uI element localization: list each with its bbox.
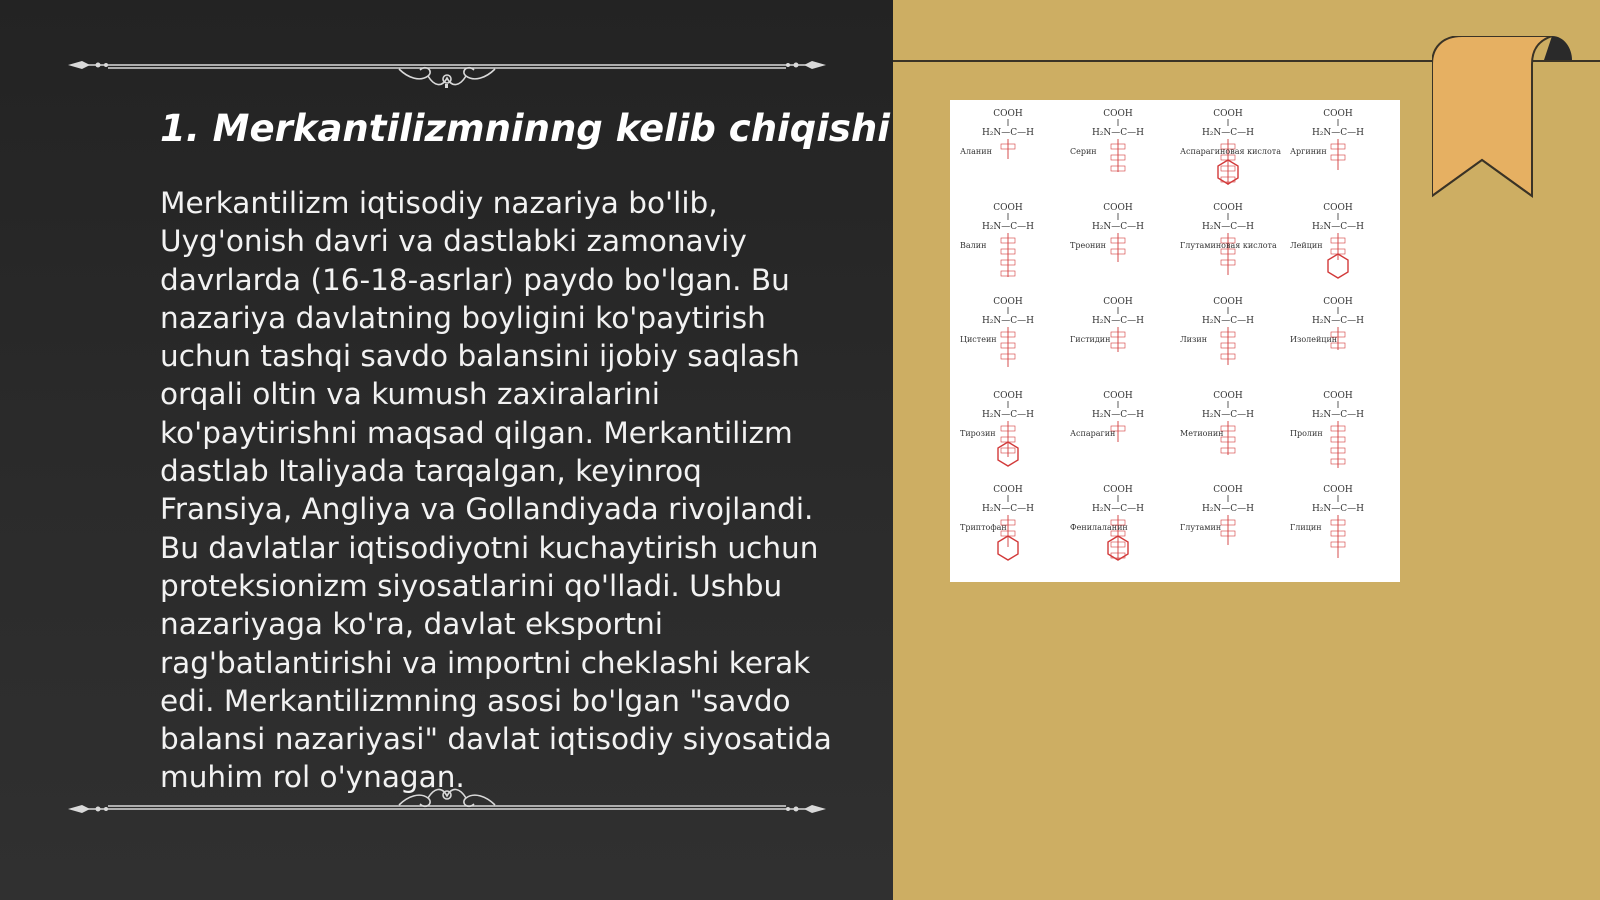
amino-acid-structure <box>1180 391 1254 455</box>
amino-acid-structure <box>1180 485 1254 545</box>
amino-acid-structure <box>1070 391 1144 442</box>
ornament-divider-bottom <box>68 786 826 826</box>
amine-group-label: H₂N—C—H <box>1311 222 1365 232</box>
amino-acid-name: Глутаминовая кислота <box>1180 241 1277 250</box>
amino-acid-name: Гистидин <box>1070 335 1111 344</box>
carboxyl-group-label: COOH <box>1103 485 1133 495</box>
amino-acid-name: Аспарагин <box>1070 429 1116 438</box>
carboxyl-group-label: COOH <box>1213 297 1243 307</box>
carboxyl-group-label: COOH <box>1213 203 1243 213</box>
carboxyl-group-label: COOH <box>1323 391 1353 401</box>
carboxyl-group-label: COOH <box>993 203 1023 213</box>
amino-acid-name: Аргинин <box>1290 147 1327 156</box>
amino-acid-structure <box>960 109 1034 159</box>
amine-group-label: H₂N—C—H <box>981 316 1035 326</box>
carboxyl-group-label: COOH <box>1323 109 1353 119</box>
amino-acid-name: Пролин <box>1290 429 1323 438</box>
amine-group-label: H₂N—C—H <box>1091 504 1145 514</box>
amino-acid-name: Треонин <box>1070 241 1107 250</box>
amine-group-label: H₂N—C—H <box>1091 222 1145 232</box>
amine-group-label: H₂N—C—H <box>1311 410 1365 420</box>
amine-group-label: H₂N—C—H <box>981 410 1035 420</box>
carboxyl-group-label: COOH <box>1213 485 1243 495</box>
amine-group-label: H₂N—C—H <box>1201 316 1255 326</box>
bookmark-ribbon-icon <box>1432 36 1572 201</box>
slide-body-text: Merkantilizm iqtisodiy nazariya bo'lib, Uyg'onish davri va dastlabki zamonaviy davrlarda (16-18-asrlar) paydo bo'lgan. Bu nazariya davlatning boyligini ko'paytirish uchun tashqi savdo balansini ijobiy saqlash orqali oltin va kumush zaxiralarini ko'paytirishni maqsad qilgan. Merkantilizm dastlab Italiyada tarqalgan, keyinroq Fransiya, Angliya va Gollandiyada rivojlandi. Bu davlatlar iqtisodiyotni kuchaytirish uchun proteksionizm siyosatlarini qo'lladi. Ushbu nazariyaga ko'ra, davlat eksportni rag'batlantirishi va importni cheklashi kerak edi. Merkantilizmning asosi bo'lgan "savdo balansi nazariyasi" davlat iqtisodiy siyosatida muhim rol o'ynagan. <box>160 186 832 795</box>
amine-group-label: H₂N—C—H <box>1201 128 1255 138</box>
amino-acid-name: Глутамин <box>1180 523 1222 532</box>
amino-acid-name: Лейцин <box>1290 241 1323 250</box>
amino-acid-structure <box>960 203 1034 277</box>
amino-acid-structure <box>1070 297 1144 352</box>
amine-group-label: H₂N—C—H <box>1311 504 1365 514</box>
amine-group-label: H₂N—C—H <box>981 128 1035 138</box>
carboxyl-group-label: COOH <box>993 391 1023 401</box>
carboxyl-group-label: COOH <box>993 297 1023 307</box>
amine-group-label: H₂N—C—H <box>1091 128 1145 138</box>
amino-acid-name: Тирозин <box>960 429 996 438</box>
amino-acid-name: Лизин <box>1180 335 1208 344</box>
amino-acid-name: Аланин <box>960 147 992 156</box>
amino-acid-structure <box>960 297 1034 367</box>
amino-acid-name: Валин <box>960 241 987 250</box>
ornament-divider-top <box>68 48 826 88</box>
amino-acid-name: Глицин <box>1290 523 1322 532</box>
amino-acid-name: Серин <box>1070 147 1097 156</box>
carboxyl-group-label: COOH <box>1323 203 1353 213</box>
carboxyl-group-label: COOH <box>1103 391 1133 401</box>
amino-acid-structure <box>1290 391 1364 468</box>
carboxyl-group-label: COOH <box>1103 297 1133 307</box>
amino-acid-structure <box>1070 485 1144 560</box>
carboxyl-group-label: COOH <box>1103 109 1133 119</box>
amine-group-label: H₂N—C—H <box>1201 222 1255 232</box>
carboxyl-group-label: COOH <box>1323 297 1353 307</box>
amine-group-label: H₂N—C—H <box>981 222 1035 232</box>
amino-acid-structure <box>1070 109 1144 172</box>
carboxyl-group-label: COOH <box>993 109 1023 119</box>
amino-acid-structures-figure <box>950 100 1400 582</box>
amine-group-label: H₂N—C—H <box>1091 316 1145 326</box>
amino-acid-structure <box>1180 297 1254 365</box>
slide-title: 1. Merkantilizmninng kelib chiqishi <box>160 107 890 150</box>
amino-acid-structure <box>1290 109 1364 170</box>
amino-acid-name: Фенилаланин <box>1070 523 1128 532</box>
amino-acid-structure <box>960 391 1034 466</box>
amino-acid-structure <box>1180 109 1281 185</box>
amino-acid-structure <box>960 485 1034 560</box>
amine-group-label: H₂N—C—H <box>1201 504 1255 514</box>
amine-group-label: H₂N—C—H <box>1201 410 1255 420</box>
amino-acid-structure <box>1290 485 1364 558</box>
amine-group-label: H₂N—C—H <box>1311 316 1365 326</box>
amino-acid-name: Цистеин <box>960 335 997 344</box>
carboxyl-group-label: COOH <box>1323 485 1353 495</box>
amine-group-label: H₂N—C—H <box>1311 128 1365 138</box>
amino-acid-structure <box>1070 203 1144 262</box>
amino-acid-name: Триптофан <box>960 523 1007 532</box>
carboxyl-group-label: COOH <box>1213 109 1243 119</box>
amino-acid-name: Метионин <box>1180 429 1224 438</box>
amino-acid-structure <box>1290 297 1364 350</box>
amino-acid-name: Аспарагиновая кислота <box>1180 147 1281 156</box>
amino-acid-structure <box>1180 203 1277 275</box>
amino-acid-structure <box>1290 203 1364 278</box>
carboxyl-group-label: COOH <box>1103 203 1133 213</box>
amine-group-label: H₂N—C—H <box>1091 410 1145 420</box>
amino-acid-name: Изолейцин <box>1290 335 1338 344</box>
amine-group-label: H₂N—C—H <box>981 504 1035 514</box>
carboxyl-group-label: COOH <box>1213 391 1243 401</box>
carboxyl-group-label: COOH <box>993 485 1023 495</box>
